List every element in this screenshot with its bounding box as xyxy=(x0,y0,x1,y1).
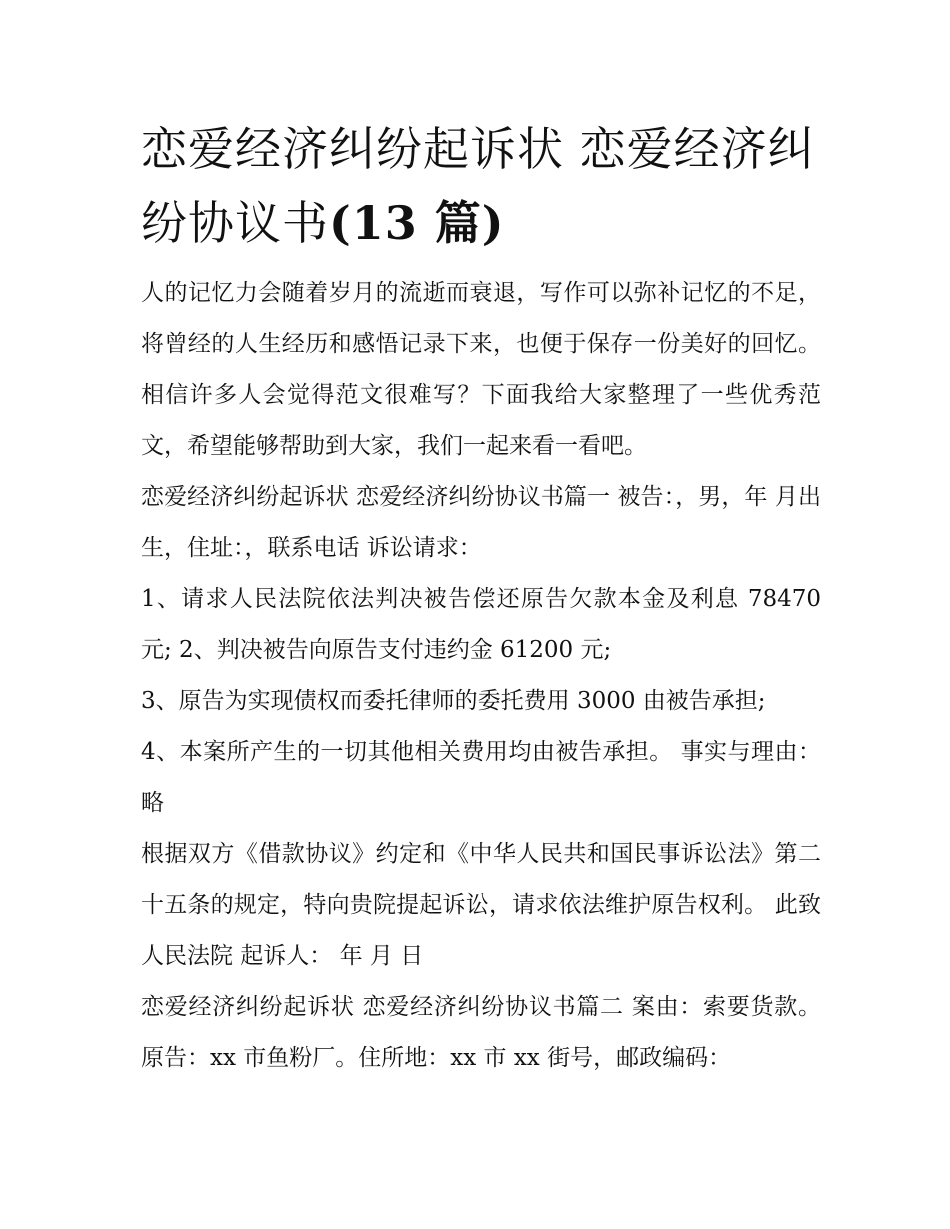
legal-basis-paragraph: 根据双方《借款协议》约定和《中华人民共和国民事诉讼法》第二十五条的规定，特向贵院提起诉讼，请求依法维护原告权利。 此致 人民法院 起诉人： 年 月 日 xyxy=(141,841,821,969)
claim-item-4: 4、本案所产生的一切其他相关费用均由被告承担。 事实与理由： 略 xyxy=(141,739,821,816)
claim-item-3: 3、原告为实现债权而委托律师的委托费用 3000 由被告承担; xyxy=(141,688,766,714)
claim-item-1-2: 1、请求人民法院依法判决被告偿还原告欠款本金及利息 78470 元; 2、判决被告向原告支付违约金 61200 元; xyxy=(141,586,821,663)
intro-paragraph: 人的记忆力会随着岁月的流逝而衰退，写作可以弥补记忆的不足，将曾经的人生经历和感悟记录下来，也便于保存一份美好的回忆。相信许多人会觉得范文很难写？下面我给大家整理了一些优秀范文，希望能够帮助到大家，我们一起来看一看吧。 xyxy=(141,280,821,459)
document-page xyxy=(141,112,821,1084)
title-main: 恋爱经济纠纷起诉状 恋爱经济纠纷协议书 xyxy=(141,122,815,250)
title-count: (13 篇) xyxy=(329,196,505,250)
document-body xyxy=(141,268,821,1084)
section-one-heading-paragraph: 恋爱经济纠纷起诉状 恋爱经济纠纷协议书篇一 被告：，男，年 月出生，住址：，联系电话 诉讼请求： xyxy=(141,484,821,561)
section-two-heading-paragraph: 恋爱经济纠纷起诉状 恋爱经济纠纷协议书篇二 案由：索要货款。 原告：xx 市鱼粉厂。住所地：xx 市 xx 街号，邮政编码： xyxy=(141,994,821,1071)
document-title xyxy=(141,112,821,260)
